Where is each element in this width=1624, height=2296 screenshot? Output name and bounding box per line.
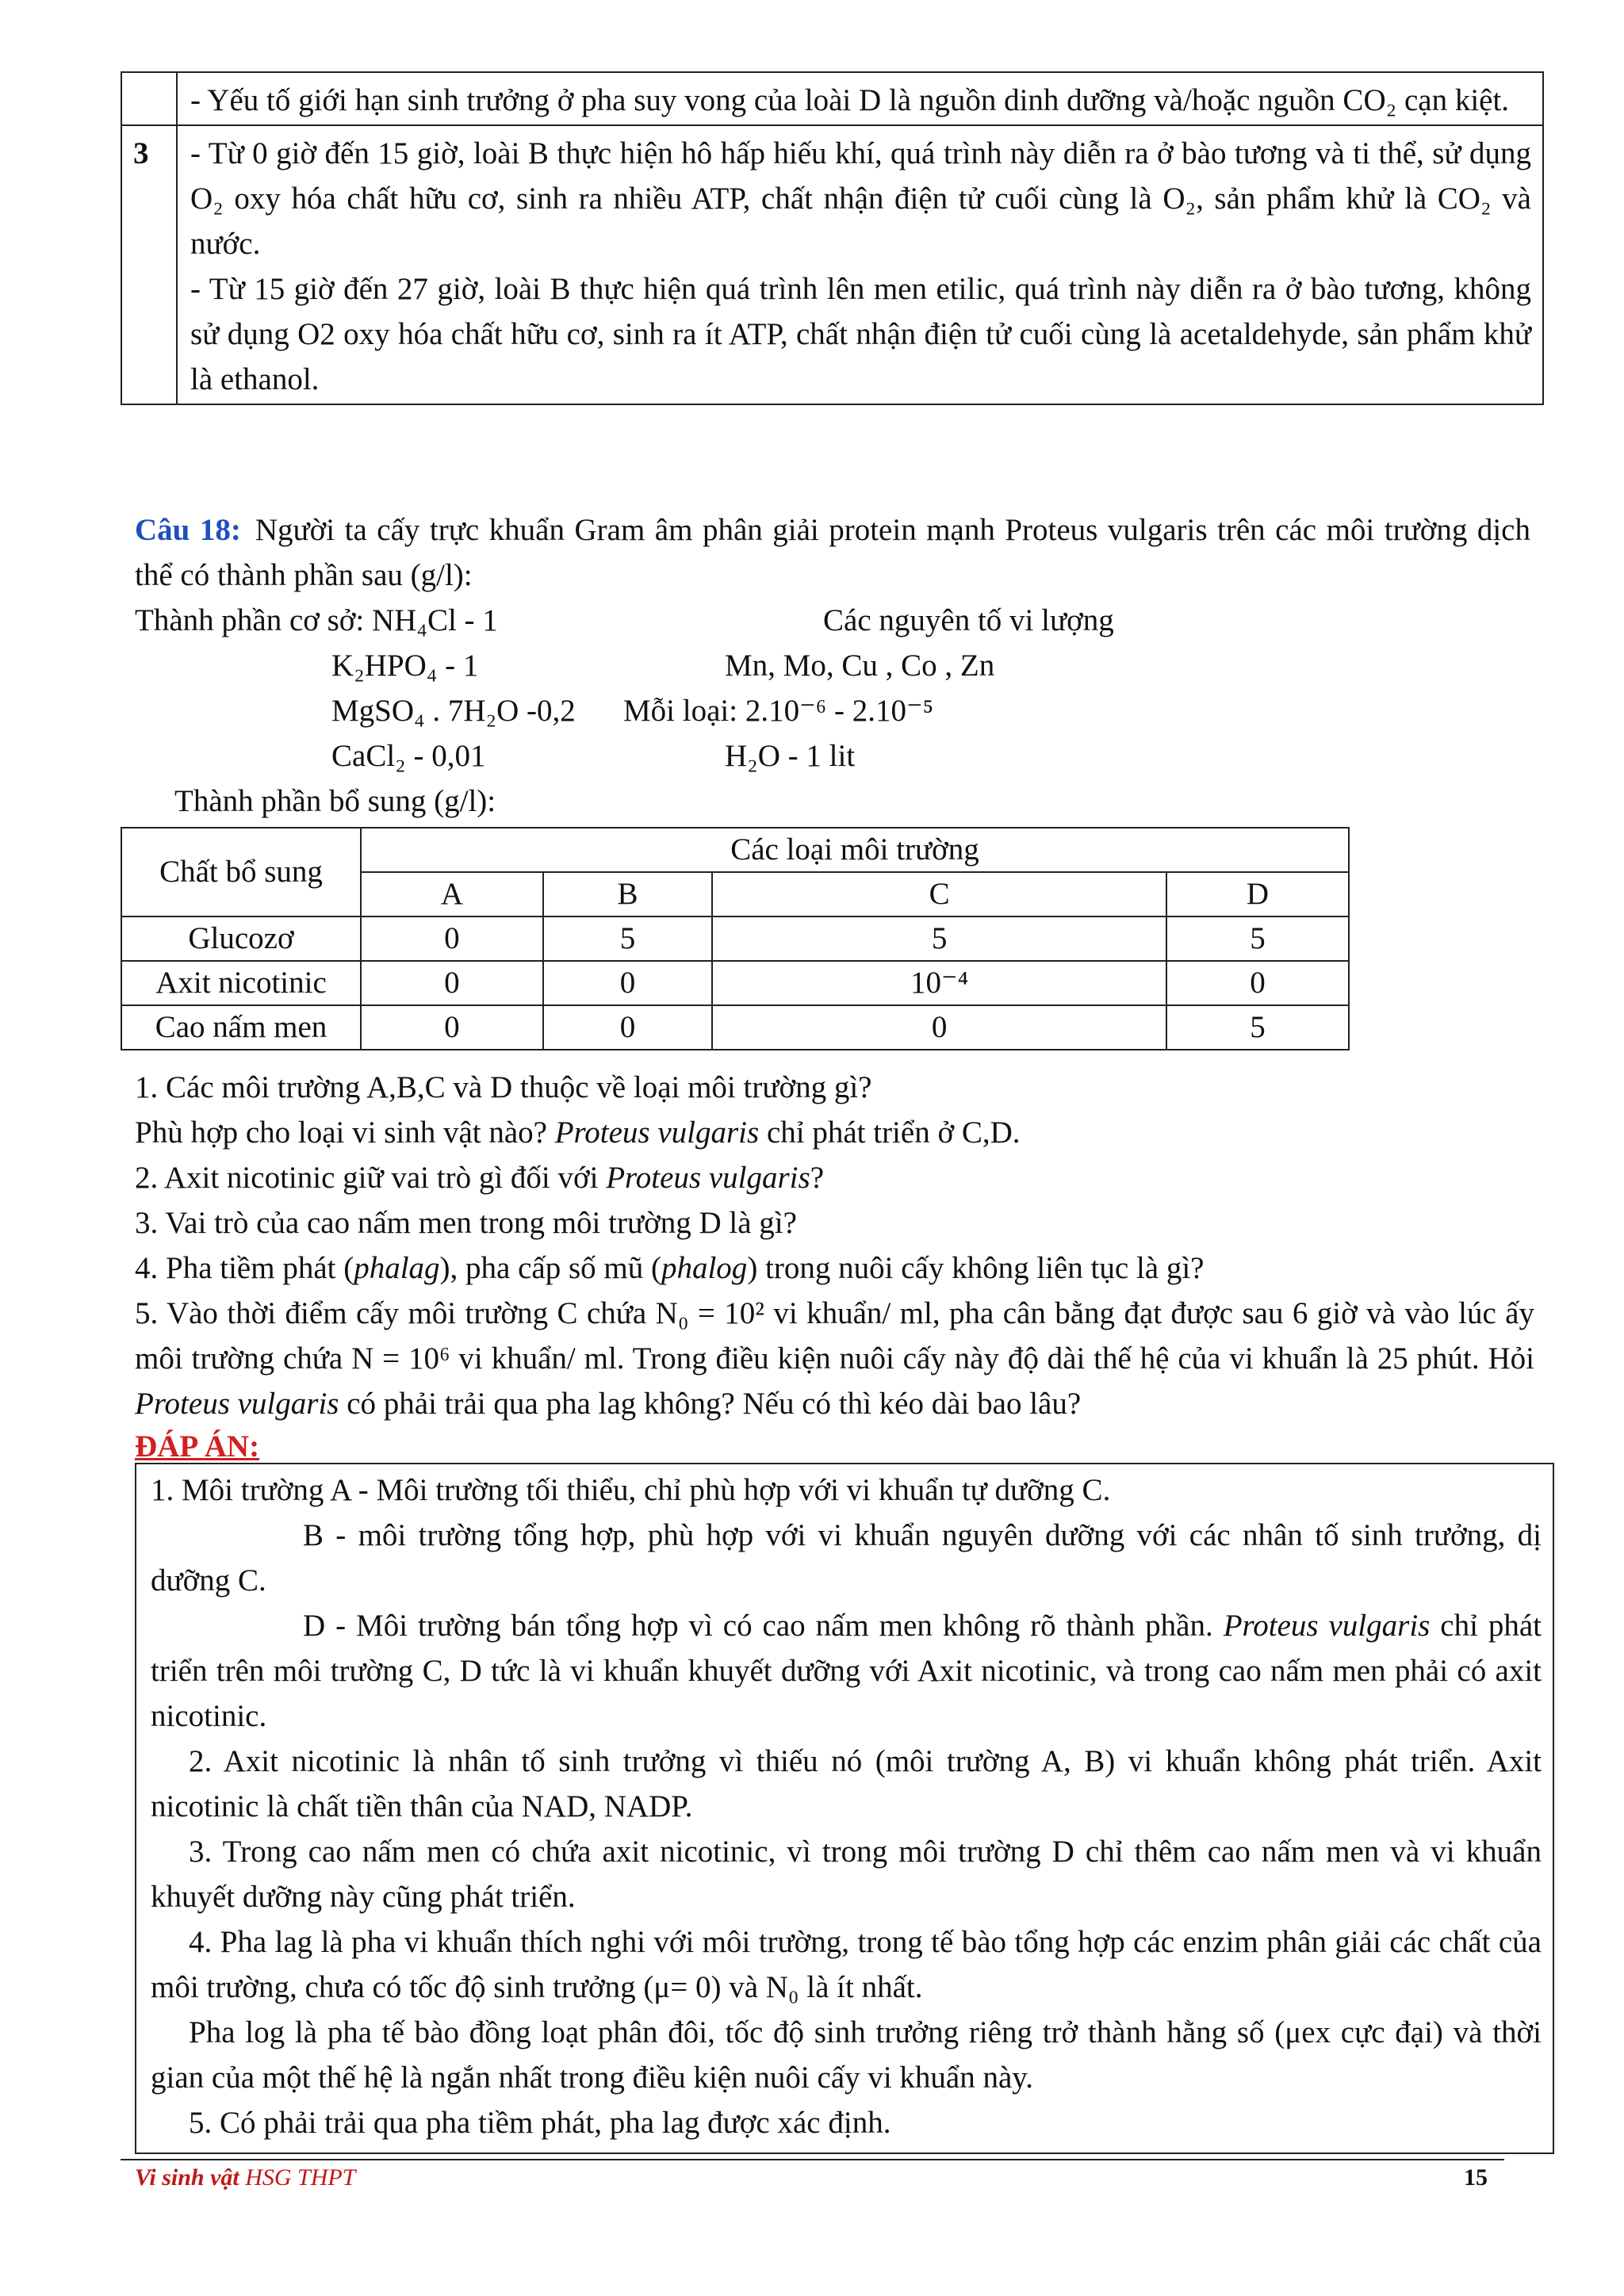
species-name: Proteus vulgaris <box>135 1387 339 1421</box>
column-header: B <box>543 872 712 916</box>
footer-divider <box>121 2159 1504 2160</box>
answer-line-fermentation: - Từ 15 giờ đến 27 giờ, loài B thực hiện quá trình lên men etilic, quá trình này diễn ra ở bào tương, không sử dụng O2 oxy hóa chất hữu cơ, sinh ra ít ATP, chất nhận điện tử cuối cùng là acetaldehyde, sản phẩm khử là ethanol. <box>190 272 1531 396</box>
answer-box <box>135 1463 1554 2154</box>
term-italic: phalog <box>661 1251 748 1285</box>
table-cell: 0 <box>712 1005 1166 1050</box>
question-heading <box>135 507 1530 598</box>
answer-heading: ĐÁP ÁN: <box>135 1429 260 1464</box>
answer-item-2: 2. Axit nicotinic là nhân tố sinh trưởng vì thiếu nó (môi trường A, B) vi khuẩn không phát triển. Axit nicotinic là chất tiền thân của NAD, NADP. <box>151 1744 1542 1823</box>
answer-item-1b: B - môi trường tổng hợp, phù hợp với vi khuẩn nguyên dưỡng với các nhân tố sinh trưởng, dị dưỡng C. <box>151 1518 1542 1598</box>
mgso4-text: MgSO₄ . 7H₂O -0,2 <box>331 694 576 728</box>
table-cell: 0 <box>543 1005 712 1050</box>
text-span: 2. Axit nicotinic giữ vai trò gì đối với <box>135 1161 607 1195</box>
question-item-1: 1. Các môi trường A,B,C và D thuộc về loại môi trường gì? <box>135 1070 872 1104</box>
table-row <box>121 72 1543 125</box>
table-row <box>121 1005 1349 1050</box>
table-cell: 0 <box>361 961 543 1005</box>
micro-elements-list: Mn, Mo, Cu , Co , Zn <box>725 649 995 683</box>
table-cell: 0 <box>361 916 543 961</box>
column-header: A <box>361 872 543 916</box>
supplement-label: Thành phần bổ sung (g/l): <box>174 784 496 818</box>
text-span: chỉ phát triển trên môi trường C, D tức là vi khuẩn khuyết dưỡng với Axit nicotinic, và trong cao nấm men phải có axit nicotinic. <box>151 1609 1542 1733</box>
cacl2-text: CaCl₂ - 0,01 <box>331 739 486 773</box>
row-number <box>121 72 177 125</box>
row-label: Cao nấm men <box>121 1005 361 1050</box>
table-cell: 5 <box>543 916 712 961</box>
text-span: Phù hợp cho loại vi sinh vật nào? <box>135 1115 555 1150</box>
answer-table-continued <box>121 71 1544 405</box>
page-number: 15 <box>1464 2164 1488 2191</box>
table-cell: 10⁻⁴ <box>712 961 1166 1005</box>
column-header: C <box>712 872 1166 916</box>
question-item-3: 3. Vai trò của cao nấm men trong môi trường D là gì? <box>135 1206 797 1240</box>
composition-row <box>135 779 1530 824</box>
question-label: Câu 18: <box>135 513 241 547</box>
table-row <box>121 125 1543 404</box>
answer-item-4b: Pha log là pha tế bào đồng loạt phân đôi, tốc độ sinh trưởng riêng trở thành hằng số (μex cực đại) và thời gian của một thế hệ là ngắn nhất trong điều kiện nuôi cấy vi khuẩn này. <box>151 2015 1542 2095</box>
row-label: Glucozơ <box>121 916 361 961</box>
question-text: Người ta cấy trực khuẩn Gram âm phân giải protein mạnh Proteus vulgaris trên các môi trường dịch thể có thành phần sau (g/l): <box>135 513 1530 592</box>
micro-elements-label: Các nguyên tố vi lượng <box>823 603 1114 637</box>
answer-item-3: 3. Trong cao nấm men có chứa axit nicotinic, vì trong môi trường D chỉ thêm cao nấm men và vi khuẩn khuyết dưỡng này cũng phát triển. <box>151 1835 1542 1914</box>
text-span: 4. Pha tiềm phát ( <box>135 1251 354 1285</box>
table-cell: 5 <box>1166 1005 1349 1050</box>
footer-title-plain: HSG THPT <box>239 2164 356 2191</box>
row-label: Axit nicotinic <box>121 961 361 1005</box>
species-name: Proteus vulgaris <box>1223 1609 1431 1643</box>
row-number: 3 <box>121 125 177 404</box>
text-span: D - Môi trường bán tổng hợp vì có cao nấm men không rõ thành phần. <box>303 1609 1224 1643</box>
question-item-1b <box>135 1110 1534 1155</box>
term-italic: phalag <box>354 1251 440 1285</box>
base-composition-label: Thành phần cơ sở: NH₄Cl - 1 <box>135 603 498 637</box>
answer-item-5: 5. Có phải trải qua pha tiềm phát, pha lag được xác định. <box>189 2106 891 2140</box>
question-block <box>135 507 1530 824</box>
table-header-row <box>121 828 1349 872</box>
answer-item-1d <box>151 1603 1542 1739</box>
answer-item-1: 1. Môi trường A - Môi trường tối thiểu, chỉ phù hợp với vi khuẩn tự dưỡng C. <box>151 1473 1111 1507</box>
answer-line-aerobic: - Từ 0 giờ đến 15 giờ, loài B thực hiện hô hấp hiếu khí, quá trình này diễn ra ở bào tương và ti thể, sử dụng O₂ oxy hóa chất hữu cơ, sinh ra nhiều ATP, chất nhận điện tử cuối cùng là O₂, sản phẩm khử là CO₂ và nước. <box>190 136 1531 261</box>
media-table <box>121 827 1350 1050</box>
water-text: H₂O - 1 lit <box>725 739 856 773</box>
composition-row <box>135 598 1530 643</box>
table-cell: 0 <box>1166 961 1349 1005</box>
header-media: Các loại môi trường <box>361 828 1349 872</box>
question-item-2 <box>135 1155 1534 1200</box>
text-span: ? <box>810 1161 824 1195</box>
question-item-4 <box>135 1246 1534 1291</box>
k2hpo4-text: K₂HPO₄ - 1 <box>331 649 479 683</box>
footer-title-bold: Vi sinh vật <box>135 2164 239 2191</box>
answer-item-4: 4. Pha lag là pha vi khuẩn thích nghi với môi trường, trong tế bào tổng hợp các enzim phân giải các chất của môi trường, chưa có tốc độ sinh trưởng (μ= 0) và N₀ là ít nhất. <box>151 1925 1542 2004</box>
table-row <box>121 961 1349 1005</box>
table-row <box>121 916 1349 961</box>
each-type-amount: Mỗi loại: 2.10⁻⁶ - 2.10⁻⁵ <box>623 694 934 728</box>
header-supplement: Chất bổ sung <box>121 828 361 916</box>
column-header: D <box>1166 872 1349 916</box>
text-span: 5. Vào thời điểm cấy môi trường C chứa N₀ = 10² vi khuẩn/ ml, pha cân bằng đạt được sau 6 giờ và vào lúc ấy môi trường chứa N = 10⁶ vi khuẩn/ ml. Trong điều kiện nuôi cấy này độ dài thế hệ của vi khuẩn là 25 phút. Hỏi <box>135 1296 1534 1376</box>
text-span: chỉ phát triển ở C,D. <box>759 1115 1021 1150</box>
composition-row <box>135 643 1530 688</box>
row-text <box>177 125 1543 404</box>
table-cell: 0 <box>361 1005 543 1050</box>
table-cell: 5 <box>1166 916 1349 961</box>
species-name: Proteus vulgaris <box>606 1161 810 1195</box>
text-span: có phải trải qua pha lag không? Nếu có thì kéo dài bao lâu? <box>339 1387 1082 1421</box>
species-name: Proteus vulgaris <box>554 1115 760 1150</box>
composition-row <box>135 688 1530 733</box>
table-cell: 0 <box>543 961 712 1005</box>
text-span: ) trong nuôi cấy không liên tục là gì? <box>747 1251 1205 1285</box>
question-item-5 <box>135 1291 1534 1426</box>
footer-title <box>135 2162 355 2194</box>
composition-row <box>135 733 1530 779</box>
table-cell: 5 <box>712 916 1166 961</box>
text-span: ), pha cấp số mũ ( <box>439 1251 661 1285</box>
question-items <box>135 1065 1534 1426</box>
row-text: - Yếu tố giới hạn sinh trưởng ở pha suy vong của loài D là nguồn dinh dưỡng và/hoặc nguồn CO₂ cạn kiệt. <box>177 72 1543 125</box>
